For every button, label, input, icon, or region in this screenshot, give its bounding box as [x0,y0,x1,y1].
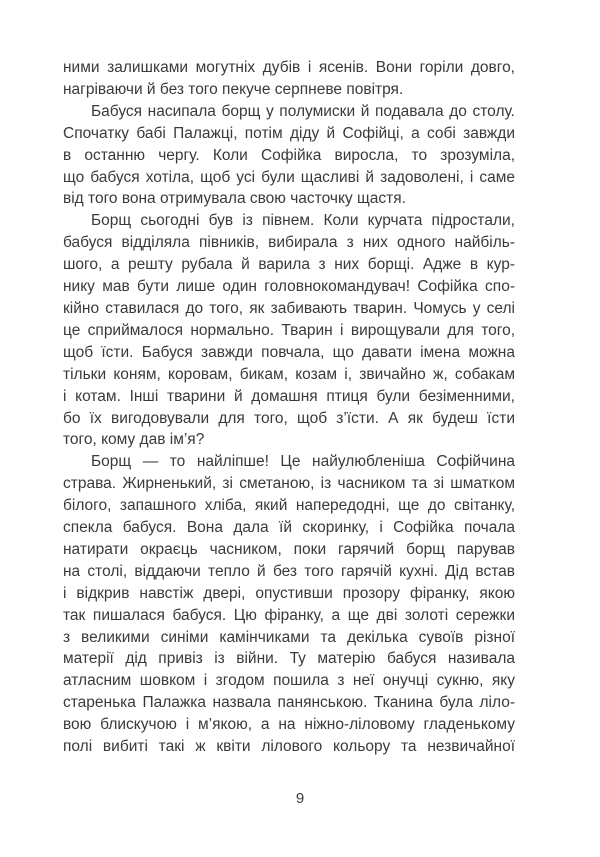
text-line: полі вибиті такі ж квіти лілового кольору та незвичайної [63,738,515,756]
text-line: білого, запашного хліба, який напередодні, ще до світанку, [63,497,515,515]
paragraph [63,101,515,211]
text-line: і відкрив навстіж двері, опустивши прозору фіранку, якою [63,584,515,602]
text-line: так пишалася бабуся. Цю фіранку, а ще дві золоті сережки [63,606,515,624]
text-line: в останню чергу. Коли Софійка виросла, то зрозуміла, [63,146,515,164]
text-line: ними залишками могутніх дубів і ясенів. Вони горіли довго, [63,59,515,76]
text-line: це сприймалося нормально. Тварин і вирощували для того, [63,321,515,339]
text-line: того, кому дав ім’я? [63,431,205,449]
text-line: тільки коням, коровам, бикам, козам і, звичайно ж, собакам [63,365,515,383]
text-line: натирати окраєць часником, поки гарячий борщ парував [63,540,515,558]
paragraph [63,451,515,758]
text-line: Борщ сьогодні був із півнем. Коли курчата підростали, [91,212,515,230]
text-line: на столі, віддаючи тепло й без того гарячій кухні. Дід встав [63,562,515,580]
page-text [63,57,515,758]
text-line: бо їх вигодовували для того, щоб з’їсти. А як будеш їсти [63,409,515,427]
text-line: шого, а решту рубала й варила з них борщі. Адже в кур- [63,256,515,274]
paragraph [63,210,515,451]
text-line: щоб їсти. Бабуся завжди повчала, що давати імена можна [63,343,515,361]
text-line: нику мав бути лише один головнокомандувач! Софійка спо- [63,278,515,296]
text-line: Бабуся насипала борщ у полумиски й подавала до столу. [91,102,515,120]
text-line: що бабуся хотіла, щоб усі були щасливі й задоволені, і саме [63,168,515,186]
text-line: і котам. Інші тварини й домашня птиця були безіменними, [63,387,515,405]
text-line: нагріваючи й без того пекуче серпневе повітря. [63,80,404,98]
text-line: старенька Палажка назвала панянською. Тканина була ліло- [63,694,515,712]
text-line: Борщ — то найліпше! Це найулюбленіша Софійчина [91,453,515,471]
text-line: Спочатку бабі Палажці, потім діду й Софійці, а собі завжди [63,124,515,142]
text-line: атласним шовком і згодом пошила з неї онучці сукню, яку [63,672,515,690]
text-line: страва. Жирненький, зі сметаною, із часником та зі шматком [63,475,515,493]
page-number: 9 [295,790,305,807]
text-line: спекла бабуся. Вона дала їй скоринку, і Софійка почала [63,519,515,537]
text-line: з великими синіми камінчиками та декілька сувоїв різної [63,628,515,646]
text-line: кійно ставилася до того, як забивають тварин. Чомусь у селі [63,299,515,317]
text-line: вою блискучою і м’якою, а на ніжно-ліловому гладенькому [63,716,515,734]
text-line: матерії дід привіз із війни. Ту матерію бабуся називала [63,650,515,668]
paragraph [63,57,515,101]
text-line: від того вона отримувала свою часточку щастя. [63,190,406,208]
text-line: бабуся відділяла півників, вибирала з них одного найбіль- [63,234,515,252]
